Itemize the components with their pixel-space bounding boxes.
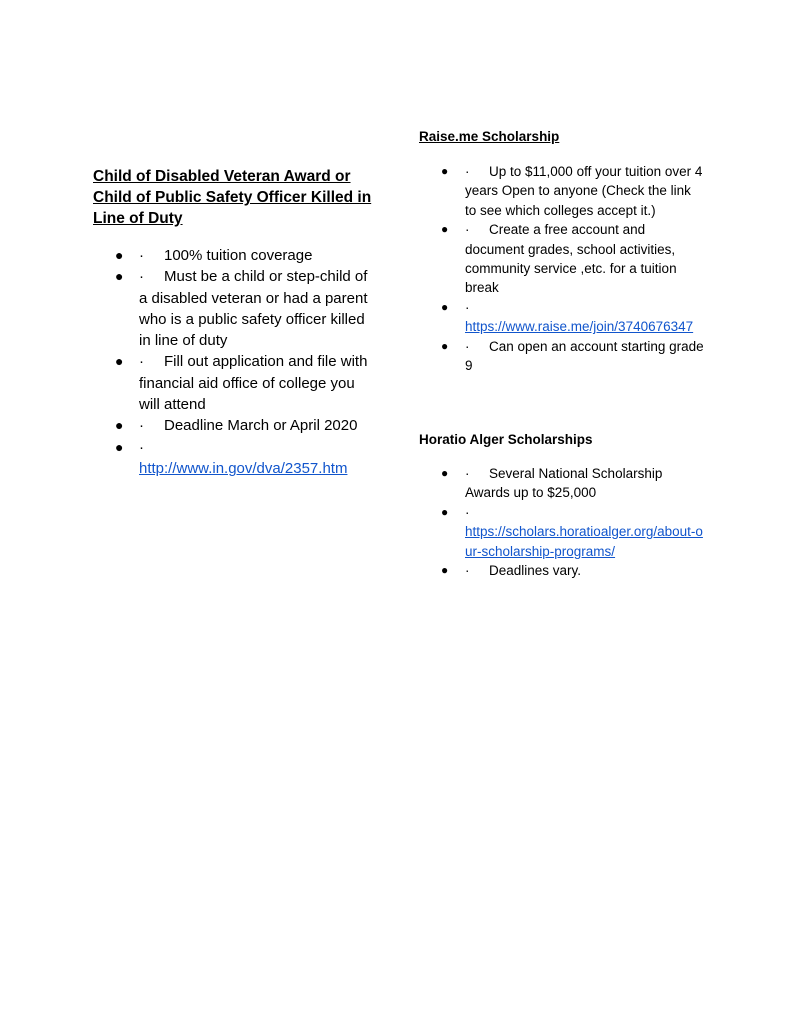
list-item (93, 437, 378, 480)
bullet-icon: ● (441, 338, 449, 353)
list-item-text: Can open an account starting grade 9 (465, 338, 704, 374)
list-item-text: Several National Scholarship Awards up to $25,000 (465, 466, 663, 501)
bullet-icon: ● (441, 164, 449, 178)
list-item (419, 298, 704, 337)
veteran-award-list (93, 245, 378, 479)
list-item (93, 351, 378, 415)
raise-me-heading: Raise.me Scholarship (419, 129, 560, 144)
bullet-icon: ● (441, 563, 449, 578)
list-item-text: Must be a child or step-child of a disabled veteran or had a parent who is a public safety officer killed in line of duty (139, 268, 368, 350)
list-item (419, 464, 704, 503)
bullet-icon: ● (441, 299, 449, 314)
list-item (419, 220, 704, 298)
dva-link[interactable]: http://www.in.gov/dva/2357.htm (139, 459, 348, 477)
list-item-text: 100% tuition coverage (164, 247, 313, 264)
horatio-alger-link[interactable]: https://scholars.horatioalger.org/about-our-scholarship-programs/ (465, 524, 703, 559)
bullet-icon: ● (115, 268, 124, 285)
raise-me-list (419, 162, 704, 375)
bullet-icon: ● (115, 353, 124, 370)
middot-icon: · (465, 222, 470, 238)
middot-icon: · (139, 247, 144, 264)
bullet-icon: ● (441, 466, 449, 480)
middot-icon: · (465, 563, 470, 579)
list-item-text: Up to $11,000 off your tuition over 4 years Open to anyone (Check the link to see which colleges accept it.) (465, 164, 703, 218)
horatio-alger-heading: Horatio Alger Scholarships (419, 432, 593, 447)
raise-me-link[interactable]: https://www.raise.me/join/3740676347 (465, 319, 694, 335)
list-item (419, 162, 704, 220)
middot-icon: · (139, 438, 144, 456)
veteran-award-heading: Child of Disabled Veteran Award or Child of Public Safety Officer Killed in Line of Duty (93, 168, 372, 227)
list-item-text: Deadline March or April 2020 (164, 417, 358, 435)
list-item (93, 415, 378, 436)
bullet-icon: ● (115, 247, 124, 263)
middot-icon: · (465, 504, 470, 520)
bullet-icon: ● (441, 222, 449, 237)
list-item (419, 503, 704, 561)
bullet-icon: ● (441, 504, 449, 519)
list-item (419, 561, 704, 580)
middot-icon: · (465, 164, 470, 179)
horatio-alger-list (419, 464, 704, 580)
middot-icon: · (139, 417, 144, 435)
middot-icon: · (139, 353, 144, 371)
list-item-text: Fill out application and file with financial aid office of college you will attend (139, 353, 368, 414)
list-item-text: Create a free account and document grades, school activities, community service ,etc. for a tuition break (465, 222, 677, 296)
middot-icon: · (465, 299, 470, 315)
list-item (93, 266, 378, 351)
bullet-icon: ● (115, 417, 124, 434)
list-item-text: Deadlines vary. (489, 563, 582, 579)
middot-icon: · (465, 338, 470, 354)
middot-icon: · (465, 466, 470, 481)
bullet-icon: ● (115, 438, 124, 455)
list-item (93, 245, 378, 266)
list-item (419, 337, 704, 376)
middot-icon: · (139, 268, 144, 286)
